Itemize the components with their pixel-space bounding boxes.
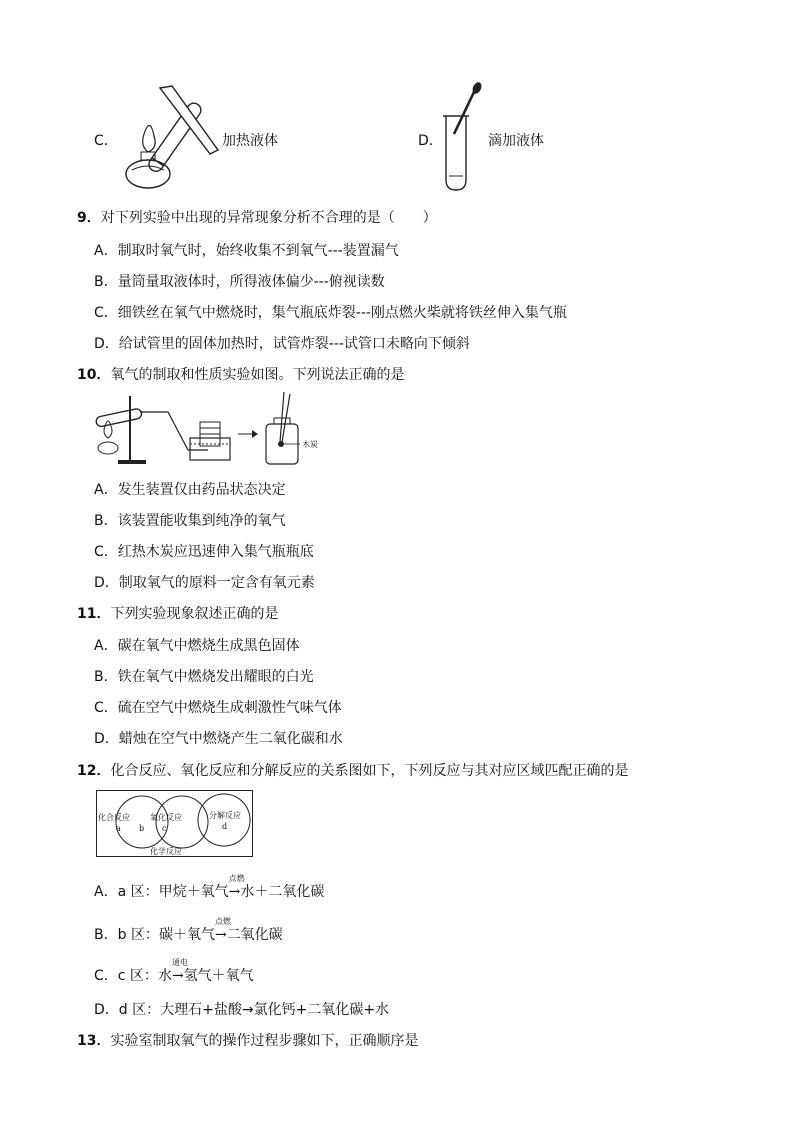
venn-box-label: 化学反应 [150,847,182,856]
q12-option-a: A．a 区：甲烷＋氧气 点燃 →水＋二氧化碳 [94,874,325,900]
oxygen-apparatus-figure [92,388,322,468]
q11-option-a: A．碳在氧气中燃烧生成黑色固体 [94,638,300,654]
q12-option-b: B．b 区：碳＋氧气 点燃 →二氧化碳 [94,917,283,943]
charcoal-label: 木炭 [302,440,318,449]
venn-circle1-label: 化合反应 [98,813,130,822]
q12-option-d: D．d 区：大理石+盐酸→氯化钙+二氧化碳+水 [94,1002,390,1018]
q10-option-c: C．红热木炭应迅速伸入集气瓶瓶底 [94,544,314,560]
q11-option-b: B．铁在氧气中燃烧发出耀眼的白光 [94,669,314,685]
option-letter-c: C． [94,133,118,149]
q12-option-c: C．c 区：水 通电 →氢气＋氧气 [94,958,254,984]
question-12-stem: 12．化合反应、氧化反应和分解反应的关系图如下，下列反应与其对应区域匹配正确的是 [77,763,629,779]
reaction-condition: 点燃 [228,874,245,883]
venn-label-a: a [116,824,121,833]
option-letter-d: D． [418,133,443,149]
q9-option-a: A．制取时氧气时，始终收集不到氧气---装置漏气 [94,243,399,259]
q10-option-d: D．制取氧气的原料一定含有氧元素 [94,575,315,591]
question-10-stem: 10．氧气的制取和性质实验如图。下列说法正确的是 [77,367,405,383]
q10-option-b: B．该装置能收集到纯净的氧气 [94,513,286,529]
q11-option-c: C．硫在空气中燃烧生成刺激性气味气体 [94,700,342,716]
heating-liquid-figure [120,86,230,192]
question-13-stem: 13．实验室制取氧气的操作过程步骤如下，正确顺序是 [77,1033,419,1049]
venn-label-c: c [162,824,167,833]
question-number: 12． [77,763,111,779]
q9-option-c: C．细铁丝在氧气中燃烧时，集气瓶底炸裂---刚点燃火柴就将铁丝伸入集气瓶 [94,305,567,321]
q10-option-a: A．发生装置仅由药品状态决定 [94,482,286,498]
question-9-stem: 9．对下列实验中出现的异常现象分析不合理的是（ ） [77,210,437,226]
question-11-stem: 11．下列实验现象叙述正确的是 [77,606,279,622]
dropping-liquid-figure [440,82,490,194]
reaction-condition: 通电 [171,958,188,967]
reaction-condition: 点燃 [214,917,231,926]
question-number: 11． [77,606,111,622]
option-d-caption: 滴加液体 [488,133,544,149]
question-number: 10． [77,367,111,383]
venn-label-d: d [222,822,228,831]
q11-option-d: D．蜡烛在空气中燃烧产生二氧化碳和水 [94,731,343,747]
venn-circle3-label: 分解反应 [209,811,241,820]
option-c-caption: 加热液体 [222,133,278,149]
q9-option-d: D．给试管里的固体加热时，试管炸裂---试管口未略向下倾斜 [94,336,470,352]
question-number: 13． [77,1033,111,1049]
venn-circle2-label: 氧化反应 [150,813,182,822]
venn-label-b: b [139,824,145,833]
question-number: 9． [77,210,101,226]
q9-option-b: B．量筒量取液体时，所得液体偏少---俯视读数 [94,274,385,290]
